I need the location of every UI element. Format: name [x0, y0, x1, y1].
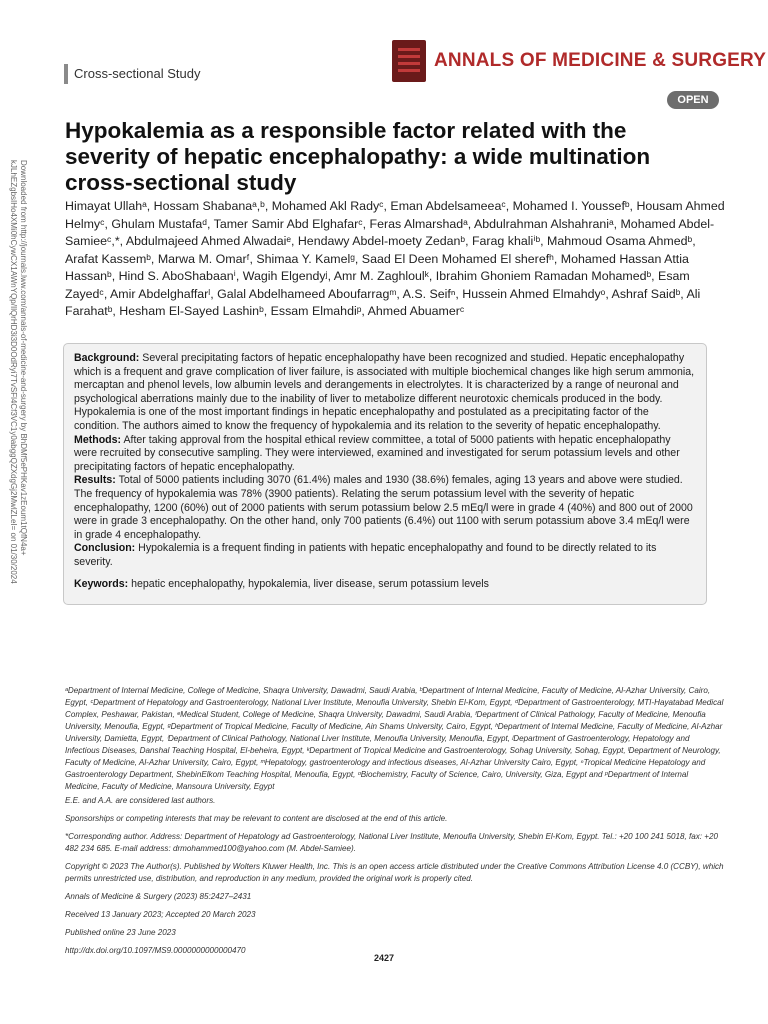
download-watermark — [10, 160, 34, 630]
journal-name: ANNALS OF MEDICINE & SURGERY — [434, 50, 767, 71]
abstract-results: Results: Total of 5000 patients including 3070 (61.4%) males and 1930 (38.6%) females, aging 13 years and above were studied. The frequency of hypokalemia was 78% (3900 patients). Relating the serum potassium level with the severity of hepatic encephalopathy, 1200 (60%) out of 2000 patients with serum potassium below 2.5 mEq/l were in grade 4 (40%) and 800 out of 2000 were in grade 3 encephalopathy. On the other hand, only 700 patients (6.4%) out 1100 with serum potassium above 3.4 mEq/l were in grade 4 encephalopathy. — [74, 474, 693, 541]
download-line-1: Downloaded from http://journals.lww.com/annals-of-medicine-and-surgery by BhDMf5ePHKav1zEoum1tQfN4a+ — [19, 160, 28, 556]
abstract-methods: Methods: After taking approval from the hospital ethical review committee, a total of 5000 patients with hepatic encephalopathy were recruited by consecutive sampling. They were interviewed, examined and investigated for serum potassium levels and other precipitating factors of hepatic encephalopathy. — [74, 433, 680, 473]
copyright-note: Copyright © 2023 The Author(s). Published by Wolters Kluwer Health, Inc. This is an open access article distributed under the Creative Commons Attribution License 4.0 (CCBY), which permits unrestricted use, distribution, and reproduction in any medium, provided the original work is properly cited. — [65, 862, 724, 883]
journal-logo-icon — [392, 40, 426, 82]
doi-link[interactable]: http://dx.doi.org/10.1097/MS9.0000000000000470 — [65, 946, 246, 955]
last-authors-note: E.E. and A.A. are considered last authors. — [65, 796, 216, 805]
open-access-badge: OPEN — [667, 91, 719, 109]
corresponding-author: *Corresponding author. Address: Department of Hepatology ad Gastroenterology, National Liver Institute, Menoufia University, Shebin El-Kom, Egypt. Tel.: +20 100 241 5018, fax: +20 482 234 685. E-mail address: drmohammed100@yahoo.com (M. Abdel-Samiee). — [65, 832, 718, 853]
abstract-conclusion: Conclusion: Hypokalemia is a frequent finding in patients with hepatic encephalopathy and found to be directly related to its severity. — [74, 542, 657, 568]
section-label: Cross-sectional Study — [64, 64, 200, 84]
received-dates: Received 13 January 2023; Accepted 20 March 2023 — [65, 910, 256, 919]
page-number: 2427 — [373, 953, 395, 963]
abstract-background: Background: Several precipitating factors of hepatic encephalopathy have been recognized and studied. Hepatic encephalopathy which is a frequent and grave complication of liver failure, is associated with multiple biochemical changes like high serum ammonia, mercaptan and phenol levels, low albumin levels and derangements in electrolytes. It is characterized by a range of neuronal and psychological aberrations mainly due to the inability of liver to metabolize different neurotoxic chemicals produced in the body. Hypokalemia is one of the most important findings in hepatic encephalopathy and postulated as a precipitating factor of the condition. The authors aimed to know the frequency of hypokalemia and its relation to the severity of hepatic encephalopathy. — [74, 352, 695, 432]
journal-header — [392, 40, 766, 82]
article-title: Hypokalemia as a responsible factor related with the severity of hepatic encephalopathy: a wide multination cross-sectional study — [65, 118, 651, 195]
abstract-keywords: Keywords: hepatic encephalopathy, hypokalemia, liver disease, serum potassium levels — [74, 577, 489, 590]
abstract-box — [63, 343, 707, 605]
affiliations: ᵃDepartment of Internal Medicine, College of Medicine, Shaqra University, Dawadmi, Saudi Arabia, ᵇDepartment of Internal Medicine, Faculty of Medicine, Al-Azhar University, Cairo, Egypt, ᶜDepartment of Hepatology and Gastroenterology, National Liver Institute, Menoufia University, Shebin El-Kom, Egypt, ᵈDepartment of Gastroenterology, MTI-Hayatabad Medical Complex, Peshawar, Pakistan, ᵉMedical Student, College of Medicine, Shaqra University, Dawadmi, Saudi Arabia, ᶠDepartment of Clinical Pathology, Faculty of Medicine, Menoufia University, Menoufia, Egypt, ᵍDepartment of Tropical Medicine, Faculty of Medicine, Ain Shams University, Cairo, Egypt, ʰDepartment of Internal Medicine, Faculty of Medicine, Al-Azhar University, Damietta, Egypt, ⁱDepartment of Clinical Pathology, National Liver Institute, Menoufia University, Menoufia, Egypt, ʲDepartment of Gastroenterology, Hepatology and Infectious Diseases, Danshal Teaching Hospital, El-beheira, Egypt, ᵏDepartment of Tropical Medicine and Gastroenterology, Sohag University, Sohag, Egypt, ˡDepartment of Neurology, Faculty of Medicine, Al-Azhar University, Cairo, Egypt, ᵐHepatology, gastroenterology and infectious diseases, Al-Azhar University Cairo, Egypt, ⁿTropical Medicine Hepatology and Gastroenterology Department, ShebinElkom Teaching Hospital, Menoufia, Egypt, ᵒBiochemistry, Faculty of Science, Cairo, University, Giza, Egypt and ᵖDepartment of Internal Medicine, Faculty of Medicine, Mansoura University, Egypt — [65, 686, 724, 791]
download-line-2: kJLhEZgbsIHo4XMi0hCywCX1AWnYQp/IlQrHD3i3D0OdRyi7TvSFl4Cf3VC1y0abggQZXdgGj2MwlZLeI= on 01/30/2024 — [9, 160, 18, 584]
sponsorship-note: Sponsorships or competing interests that may be relevant to content are disclosed at the end of this article. — [65, 814, 448, 823]
published-date: Published online 23 June 2023 — [65, 928, 176, 937]
footnotes — [65, 795, 725, 963]
citation: Annals of Medicine & Surgery (2023) 85:2427–2431 — [65, 892, 252, 901]
author-list: Himayat Ullahᵃ, Hossam Shabanaᵃ,ᵇ, Mohamed Akl Radyᶜ, Eman Abdelsameeaᶜ, Mohamed I. Youssefᵇ, Housam Ahmed Helmyᶜ, Ghulam Mustafaᵈ, Tamer Samir Abd Elghafarᶜ, Feras Almarshadᵃ, Abdulrahman Alshahraniᵃ, Mohamed Abdel-Samieeᶜ,*, Abdulmajeed Ahmed Alwadaiᵉ, Hendawy Abdel-moety Zedanᵇ, Farag khaliⁱᵇ, Mahmoud Osama Ahmedᵇ, Arafat Kassemᵇ, Marwa M. Omarᶠ, Shimaa Y. Kamelᵍ, Saad El Deen Mohamed El sherefʰ, Mohamed Hassan Attia Hassanᵇ, Hind S. AboShabaanⁱ, Wagih Elgendyʲ, Amr M. Zaghloulᵏ, Ibrahim Ghoniem Ramadan Mohamedᵇ, Esam Zayedᶜ, Amir Abdelghaffarˡ, Galal Abdelhameed Aboufarragᵐ, A.S. Seifⁿ, Hussein Ahmed Elmahdyᵒ, Ashraf Saidᵇ, Ali Farahatᵇ, Hesham El-Sayed Lashinᵇ, Essam Elmahdiᵖ, Ahmed Abuamerᶜ — [65, 199, 725, 318]
